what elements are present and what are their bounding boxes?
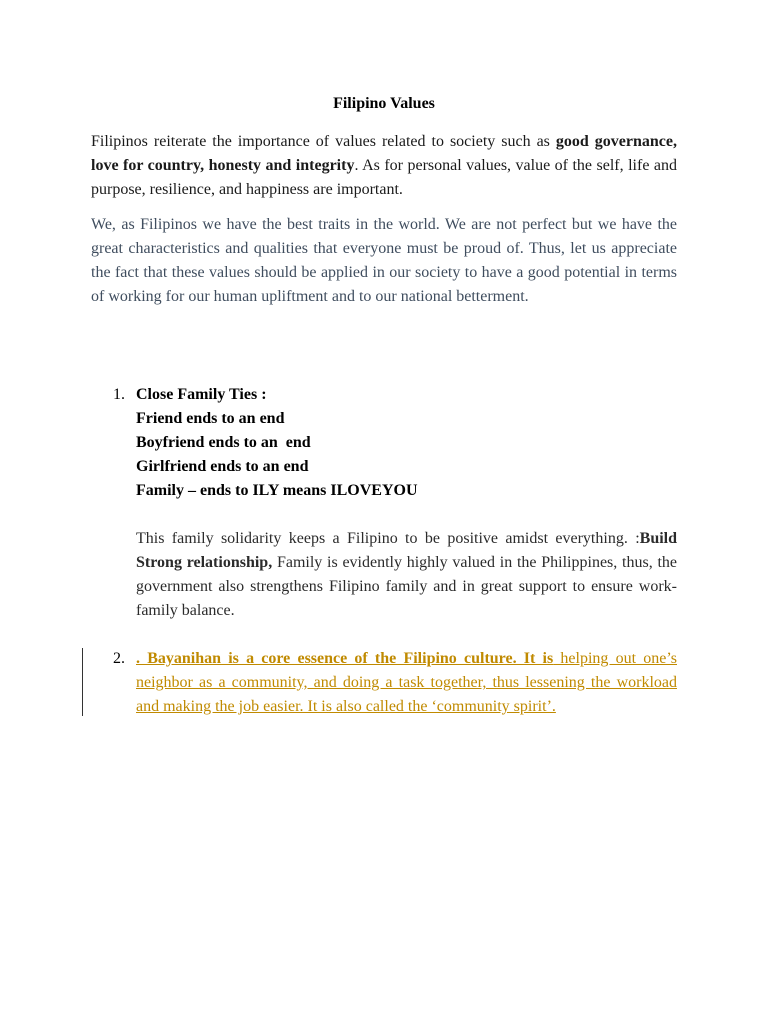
family-desc-start: This family solidarity keeps a Filipino to be positive amidst everything. : [136, 530, 640, 547]
list-item-family-ties [136, 383, 677, 503]
bayanihan-text: helping out one’s neighbor as a community, and doing a task together, thus lessening the workload and making the job easier. It is also called the ‘community spirit’. [136, 650, 677, 715]
bayanihan-bold: . Bayanihan is a core essence of the Filipino culture. It is [136, 650, 554, 667]
family-ties-line-1: Close Family Ties : [136, 386, 267, 403]
intro-paragraph [91, 130, 677, 202]
family-ties-line-2: Friend ends to an end [136, 410, 285, 427]
intro-text-bold: good governance, love for country, honesty and integrity [91, 133, 678, 174]
family-ties-line-5: Family – ends to ILY means ILOVEYOU [136, 482, 418, 499]
margin-change-bar [82, 648, 83, 716]
intro-text-start: Filipinos reiterate the importance of values related to society such as [91, 133, 556, 150]
family-desc-bold: Build Strong relationship, [136, 530, 677, 571]
list-number-2: 2. [113, 650, 125, 667]
intro-text-end: . As for personal values, value of the self, life and purpose, resilience, and happiness are important. [91, 157, 678, 198]
list-number-1: 1. [113, 386, 125, 403]
family-ties-line-4: Girlfriend ends to an end [136, 458, 309, 475]
family-ties-line-3: Boyfriend ends to an end [136, 434, 311, 451]
list-item-bayanihan [136, 647, 677, 719]
document-title: Filipino Values [333, 95, 435, 112]
traits-paragraph: We, as Filipinos we have the best traits in the world. We are not perfect but we have the great characteristics and qualities that everyone must be proud of. Thus, let us appreciate the fact that these values should be applied in our society to have a good potential in terms of working for our human upliftment and to our national betterment. [91, 216, 677, 305]
family-desc-end: Family is evidently highly valued in the Philippines, thus, the government also strengthens Filipino family and in great support to ensure work-family balance. [136, 554, 677, 619]
family-ties-description [136, 527, 677, 623]
